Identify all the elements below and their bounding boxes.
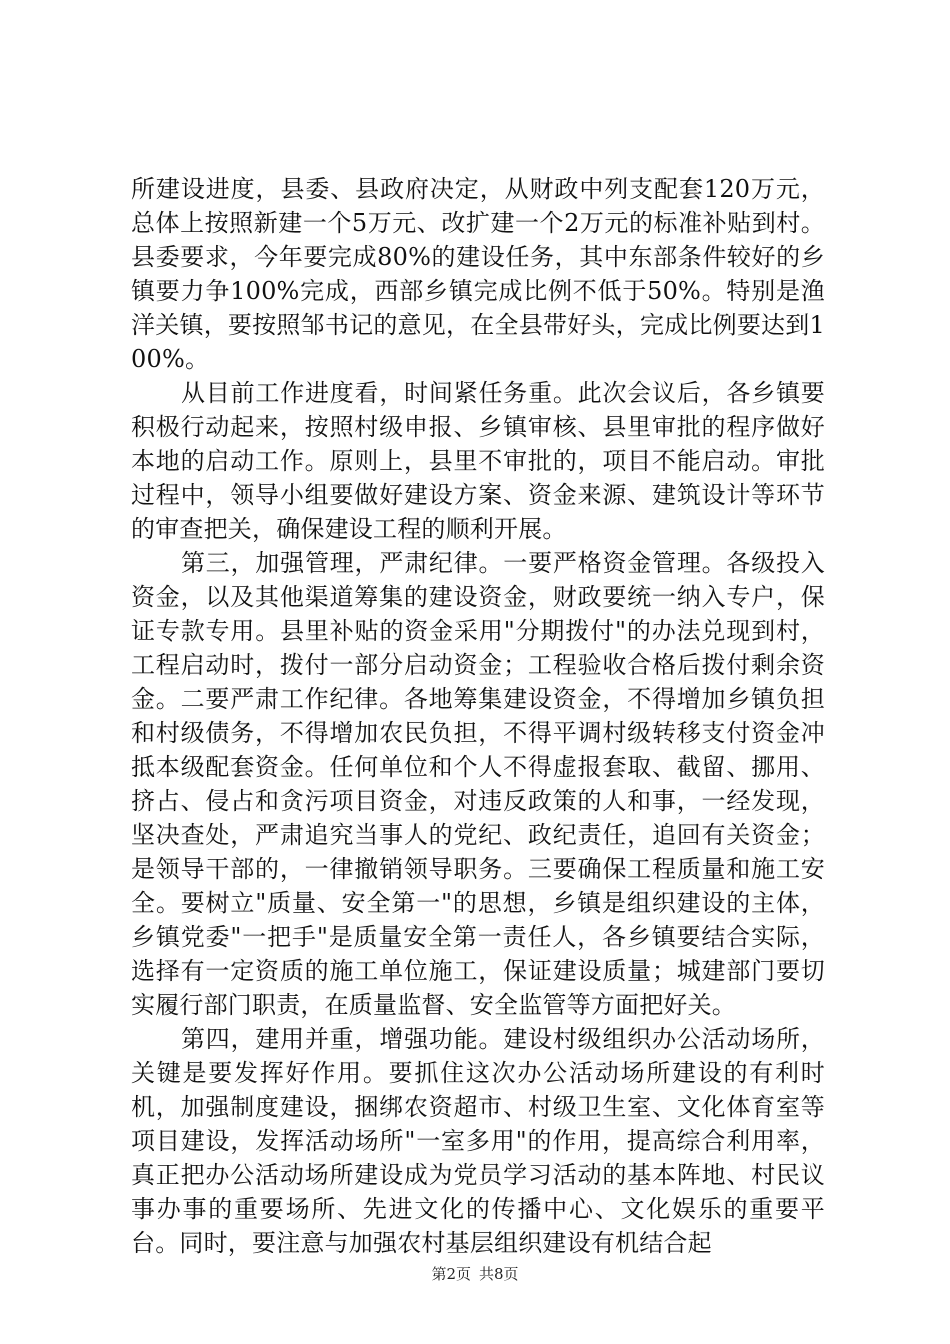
- page-total: 共8页: [479, 1265, 519, 1283]
- paragraph-management-discipline: 第三，加强管理，严肃纪律。一要严格资金管理。各级投入资金，以及其他渠道筹集的建设资金，财政要统一纳入专户，保证专款专用。县里补贴的资金采用"分期拨付"的办法兑现到村，工程启动时，拨付一部分启动资金；工程验收合格后拨付剩余资金。二要严肃工作纪律。各地筹集建设资金，不得增加乡镇负担和村级债务，不得增加农民负担，不得平调村级转移支付资金冲抵本级配套资金。任何单位和个人不得虚报套取、截留、挪用、挤占、侵占和贪污项目资金，对违反政策的人和事，一经发现，坚决查处，严肃追究当事人的党纪、政纪责任，追回有关资金；是领导干部的，一律撤销领导职务。三要确保工程质量和施工安全。要树立"质量、安全第一"的思想，乡镇是组织建设的主体，乡镇党委"一把手"是质量安全第一责任人，各乡镇要结合实际，选择有一定资质的施工单位施工，保证建设质量；城建部门要切实履行部门职责，在质量监督、安全监管等方面把好关。: [131, 549, 825, 1019]
- paragraph-progress: 从目前工作进度看，时间紧任务重。此次会议后，各乡镇要积极行动起来，按照村级申报、乡镇审核、县里审批的程序做好本地的启动工作。原则上，县里不审批的，项目不能启动。审批过程中，领导小组要做好建设方案、资金来源、建筑设计等环节的审查把关，确保建设工程的顺利开展。: [131, 379, 825, 543]
- paragraph-build-and-use: 第四，建用并重，增强功能。建设村级组织办公活动场所，关键是要发挥好作用。要抓住这次办公活动场所建设的有利时机，加强制度建设，捆绑农资超市、村级卫生室、文化体育室等项目建设，发挥活动场所"一室多用"的作用，提高综合利用率，真正把办公活动场所建设成为党员学习活动的基本阵地、村民议事办事的重要场所、先进文化的传播中心、文化娱乐的重要平台。同时，要注意与加强农村基层组织建设有机结合起: [131, 1025, 825, 1257]
- page-number: 第2页: [431, 1265, 471, 1283]
- document-body: [131, 172, 825, 1260]
- paragraph-continuation: 所建设进度，县委、县政府决定，从财政中列支配套120万元，总体上按照新建一个5万元、改扩建一个2万元的标准补贴到村。县委要求，今年要完成80%的建设任务，其中东部条件较好的乡镇要力争100%完成，西部乡镇完成比例不低于50%。特别是渔洋关镇，要按照邹书记的意见，在全县带好头，完成比例要达到100%。: [131, 175, 825, 373]
- page-footer: [0, 1264, 950, 1284]
